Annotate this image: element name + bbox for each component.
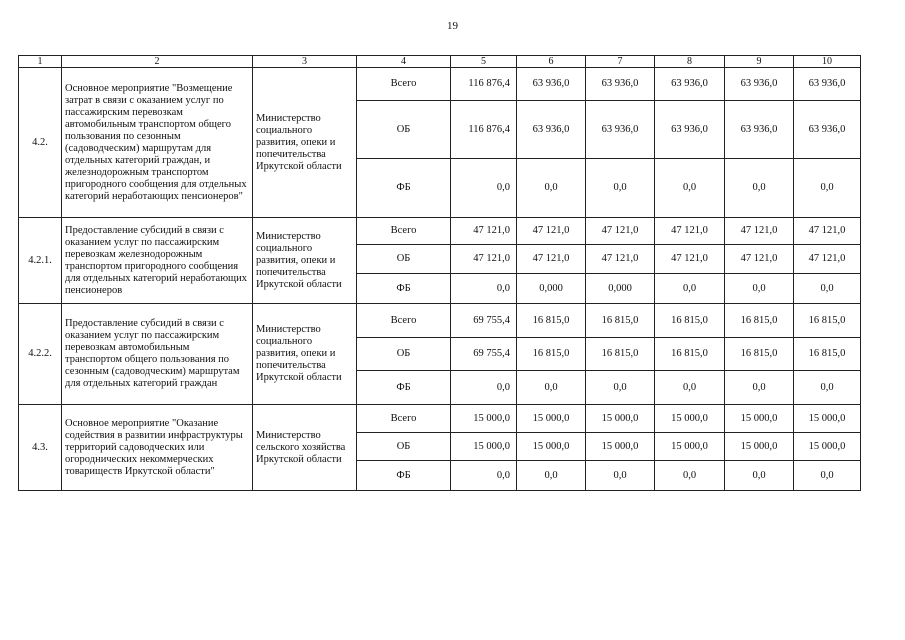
amount-cell: 0,0: [517, 461, 586, 491]
amount-cell: 0,0: [655, 461, 725, 491]
funding-source: Всего: [357, 218, 451, 245]
amount-cell: 15 000,0: [725, 433, 794, 461]
column-header-6: 6: [517, 56, 586, 68]
item-number: 4.2.2.: [19, 304, 62, 405]
amount-cell: 0,0: [794, 371, 861, 405]
amount-cell: 16 815,0: [655, 338, 725, 371]
responsible-ministry: Министерство социального развития, опеки и попечительства Иркутской области: [253, 304, 357, 405]
amount-cell: 0,0: [586, 371, 655, 405]
item-description: Основное мероприятие "Возмещение затрат в связи с оказанием услуг по пассажирским перевозкам автомобильным транспортом общего пользования по сезонным (садоводческим) маршрутам для отдельных категорий граждан, и железнодорожным транспортом пригородного сообщения для отдельных категорий неработающих пенсионеров": [62, 68, 253, 218]
amount-cell: 0,0: [725, 371, 794, 405]
column-header-3: 3: [253, 56, 357, 68]
amount-cell: 15 000,0: [794, 433, 861, 461]
amount-cell: 0,000: [517, 274, 586, 304]
amount-cell: 0,0: [725, 461, 794, 491]
amount-cell: 15 000,0: [655, 405, 725, 433]
funding-source: ОБ: [357, 245, 451, 274]
funding-source: ОБ: [357, 338, 451, 371]
amount-cell: 0,0: [655, 159, 725, 218]
amount-cell: 0,0: [451, 371, 517, 405]
funding-source: ФБ: [357, 371, 451, 405]
funding-source: ФБ: [357, 461, 451, 491]
amount-cell: 0,0: [586, 461, 655, 491]
column-header-4: 4: [357, 56, 451, 68]
amount-cell: 63 936,0: [655, 68, 725, 101]
amount-cell: 63 936,0: [725, 68, 794, 101]
table-row: [19, 68, 861, 101]
funding-table: [18, 55, 861, 491]
amount-cell: 15 000,0: [794, 405, 861, 433]
amount-cell: 0,0: [451, 159, 517, 218]
table-row: [19, 304, 861, 338]
column-header-9: 9: [725, 56, 794, 68]
table-row: [19, 405, 861, 433]
amount-cell: 15 000,0: [517, 405, 586, 433]
amount-cell: 63 936,0: [586, 68, 655, 101]
column-header-7: 7: [586, 56, 655, 68]
amount-cell: 69 755,4: [451, 338, 517, 371]
amount-cell: 0,0: [794, 159, 861, 218]
column-header-2: 2: [62, 56, 253, 68]
amount-cell: 15 000,0: [655, 433, 725, 461]
funding-source: Всего: [357, 304, 451, 338]
amount-cell: 0,0: [517, 371, 586, 405]
amount-cell: 63 936,0: [794, 68, 861, 101]
amount-cell: 15 000,0: [451, 405, 517, 433]
amount-cell: 47 121,0: [586, 218, 655, 245]
item-number: 4.2.: [19, 68, 62, 218]
amount-cell: 16 815,0: [586, 338, 655, 371]
amount-cell: 63 936,0: [517, 68, 586, 101]
amount-cell: 16 815,0: [725, 338, 794, 371]
amount-cell: 15 000,0: [451, 433, 517, 461]
amount-cell: 16 815,0: [586, 304, 655, 338]
amount-cell: 16 815,0: [794, 338, 861, 371]
responsible-ministry: Министерство социального развития, опеки и попечительства Иркутской области: [253, 218, 357, 304]
amount-cell: 63 936,0: [725, 101, 794, 159]
amount-cell: 16 815,0: [517, 304, 586, 338]
column-header-8: 8: [655, 56, 725, 68]
amount-cell: 15 000,0: [517, 433, 586, 461]
amount-cell: 116 876,4: [451, 101, 517, 159]
amount-cell: 0,0: [794, 274, 861, 304]
amount-cell: 116 876,4: [451, 68, 517, 101]
amount-cell: 47 121,0: [725, 218, 794, 245]
amount-cell: 0,0: [655, 371, 725, 405]
amount-cell: 16 815,0: [655, 304, 725, 338]
item-description: Предоставление субсидий в связи с оказанием услуг по пассажирским перевозкам автомобильным транспортом общего пользования по сезонным (садоводческим) маршрутам для отдельных категорий граждан: [62, 304, 253, 405]
amount-cell: 47 121,0: [517, 218, 586, 245]
item-number: 4.3.: [19, 405, 62, 491]
amount-cell: 0,0: [451, 461, 517, 491]
amount-cell: 47 121,0: [517, 245, 586, 274]
item-description: Основное мероприятие "Оказание содействия в развитии инфраструктуры территорий садоводческих или огороднических некоммерческих товариществ Иркутской области": [62, 405, 253, 491]
funding-source: ОБ: [357, 433, 451, 461]
item-description: Предоставление субсидий в связи с оказанием услуг по пассажирским перевозкам железнодорожным транспортом пригородного сообщения для отдельных категорий неработающих пенсионеров: [62, 218, 253, 304]
amount-cell: 16 815,0: [725, 304, 794, 338]
amount-cell: 16 815,0: [794, 304, 861, 338]
column-header-5: 5: [451, 56, 517, 68]
responsible-ministry: Министерство социального развития, опеки и попечительства Иркутской области: [253, 68, 357, 218]
amount-cell: 0,0: [586, 159, 655, 218]
amount-cell: 47 121,0: [794, 218, 861, 245]
amount-cell: 47 121,0: [794, 245, 861, 274]
amount-cell: 16 815,0: [517, 338, 586, 371]
amount-cell: 47 121,0: [451, 245, 517, 274]
amount-cell: 0,0: [517, 159, 586, 218]
amount-cell: 63 936,0: [586, 101, 655, 159]
page-number: 19: [447, 20, 458, 32]
amount-cell: 69 755,4: [451, 304, 517, 338]
amount-cell: 0,000: [586, 274, 655, 304]
amount-cell: 47 121,0: [655, 218, 725, 245]
amount-cell: 0,0: [794, 461, 861, 491]
amount-cell: 63 936,0: [517, 101, 586, 159]
amount-cell: 0,0: [725, 159, 794, 218]
table-row: [19, 218, 861, 245]
funding-source: Всего: [357, 405, 451, 433]
column-header-10: 10: [794, 56, 861, 68]
funding-source: ОБ: [357, 101, 451, 159]
amount-cell: 0,0: [725, 274, 794, 304]
funding-source: ФБ: [357, 274, 451, 304]
responsible-ministry: Министерство сельского хозяйства Иркутской области: [253, 405, 357, 491]
column-number-row: [19, 56, 861, 68]
amount-cell: 15 000,0: [586, 433, 655, 461]
amount-cell: 47 121,0: [586, 245, 655, 274]
amount-cell: 0,0: [655, 274, 725, 304]
funding-source: ФБ: [357, 159, 451, 218]
amount-cell: 63 936,0: [794, 101, 861, 159]
amount-cell: 47 121,0: [655, 245, 725, 274]
column-header-1: 1: [19, 56, 62, 68]
amount-cell: 15 000,0: [586, 405, 655, 433]
funding-source: Всего: [357, 68, 451, 101]
amount-cell: 63 936,0: [655, 101, 725, 159]
item-number: 4.2.1.: [19, 218, 62, 304]
amount-cell: 15 000,0: [725, 405, 794, 433]
amount-cell: 47 121,0: [725, 245, 794, 274]
amount-cell: 47 121,0: [451, 218, 517, 245]
amount-cell: 0,0: [451, 274, 517, 304]
